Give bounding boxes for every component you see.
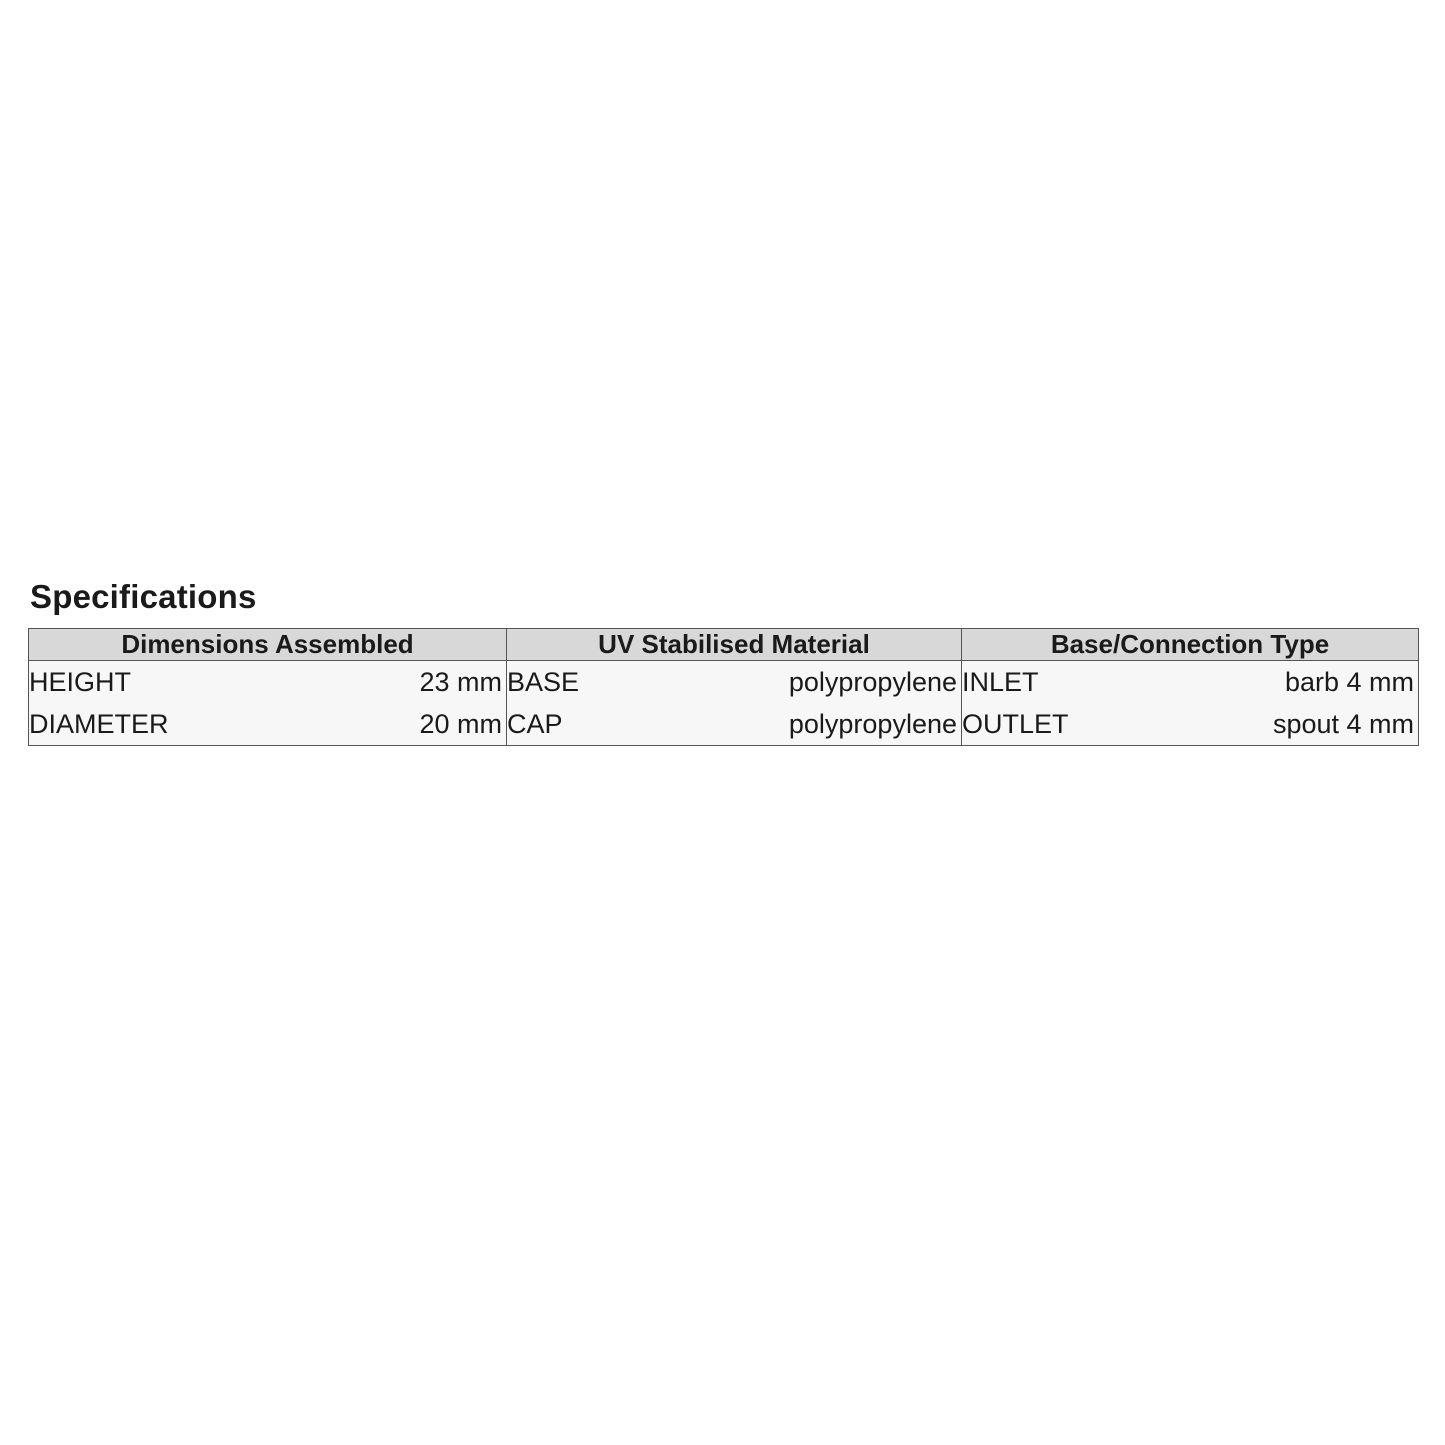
spec-key-base: BASE [507,667,580,697]
spec-key-outlet: OUTLET [962,709,1069,740]
spec-key-diameter: DIAMETER [29,709,169,740]
spec-value-cap: polypropylene [788,709,957,740]
table-header [29,629,1419,661]
cell-material [507,661,962,746]
cell-dimensions [29,661,507,746]
table-header-row [29,629,1419,661]
list-item [507,661,961,703]
column-header-dimensions: Dimensions Assembled [29,629,507,661]
specifications-section [28,578,1418,746]
list-item [962,703,1418,745]
spec-value-base: polypropylene [788,667,957,697]
list-item [29,703,506,745]
specifications-table [28,628,1419,746]
spec-key-inlet: INLET [962,667,1039,697]
spec-value-inlet: barb 4 mm [1284,667,1414,697]
spec-value-diameter: 20 mm [419,709,502,740]
column-header-connection: Base/Connection Type [962,629,1419,661]
table-body [29,661,1419,746]
list-item [962,661,1418,703]
list-item [29,661,506,703]
list-item [507,703,961,745]
spec-key-cap: CAP [507,709,563,740]
column-header-material: UV Stabilised Material [507,629,962,661]
cell-connection [962,661,1419,746]
spec-value-outlet: spout 4 mm [1272,709,1414,740]
page-title: Specifications [30,578,257,615]
table-row [29,661,1419,746]
spec-key-height: HEIGHT [29,667,132,697]
spec-value-height: 23 mm [419,667,502,697]
